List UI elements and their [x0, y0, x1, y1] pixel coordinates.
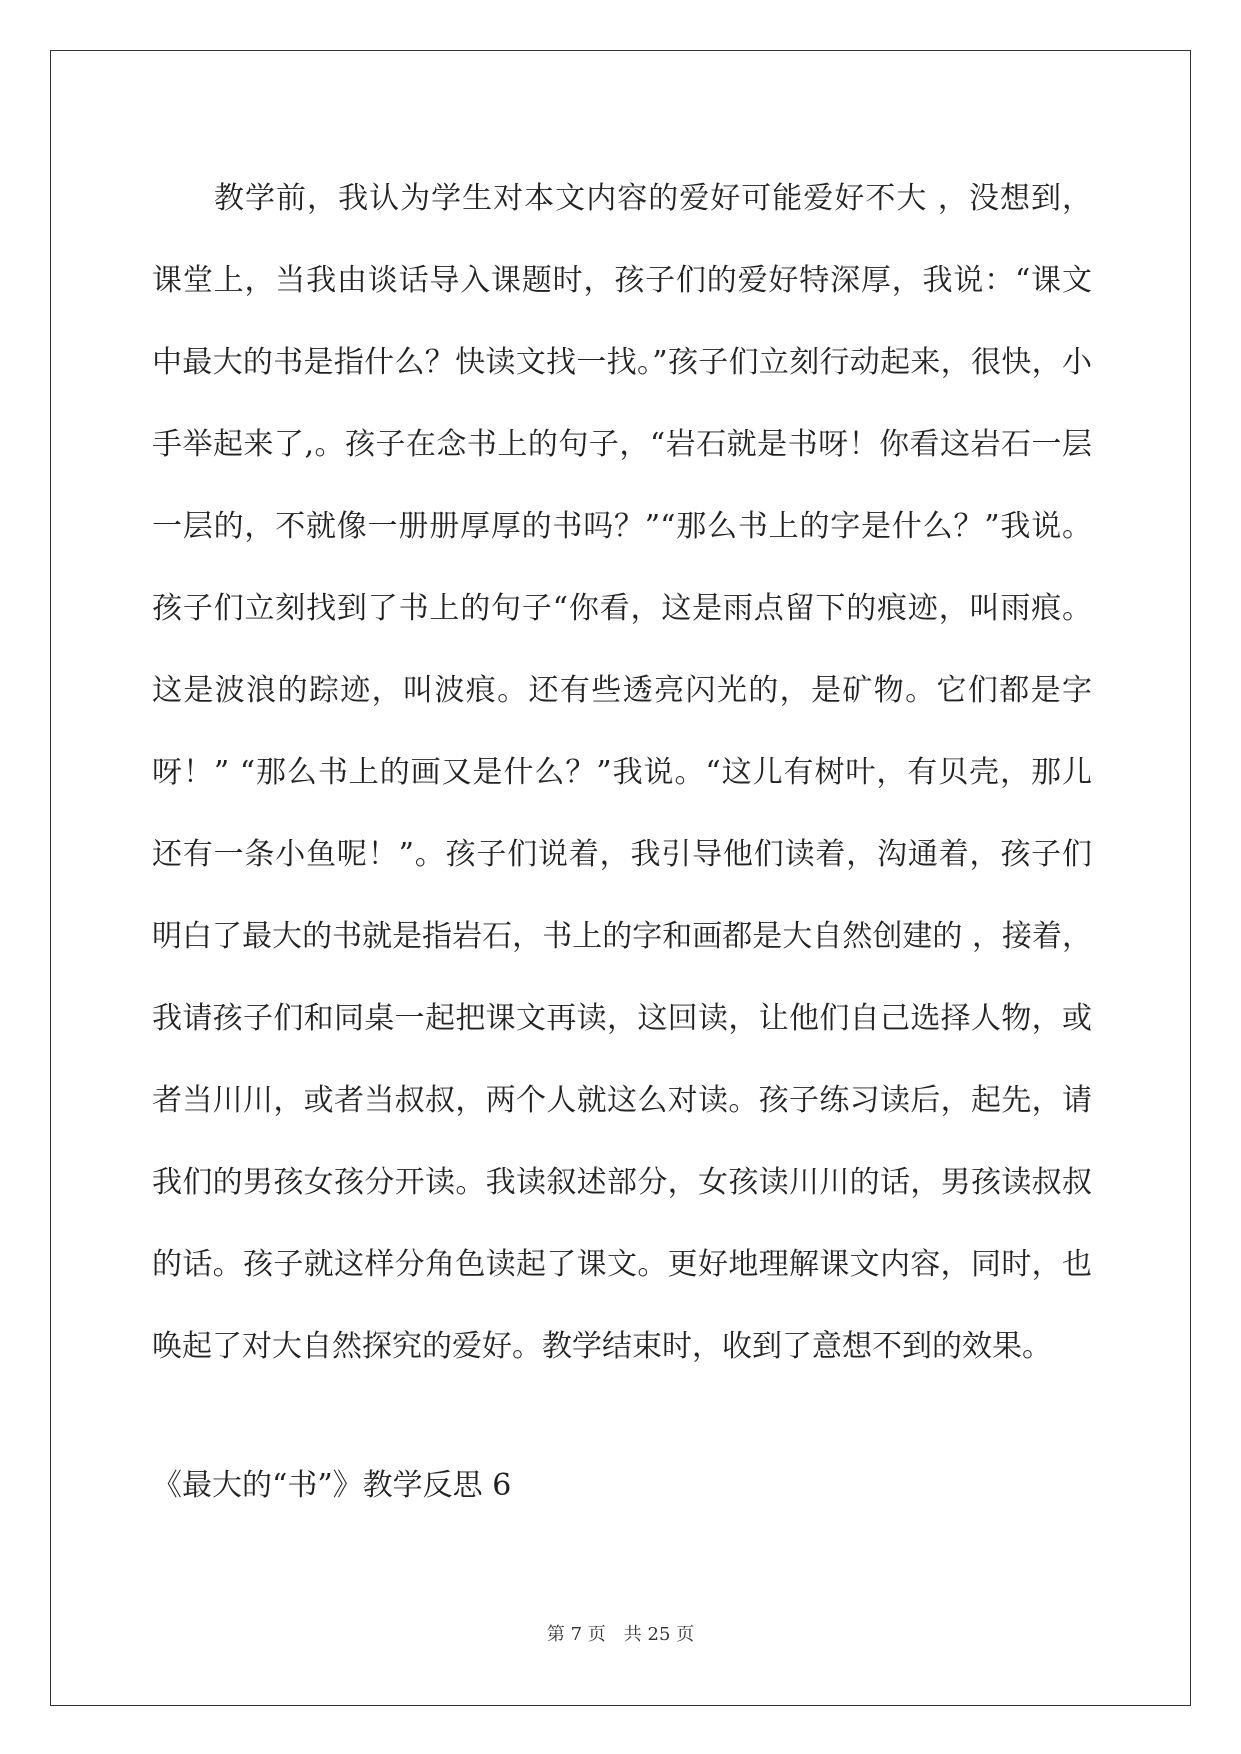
page-footer: 第 7 页 共 25 页 [546, 1624, 695, 1645]
paragraph: 教学前，我认为学生对本文内容的爱好可能爱好不大 ，没想到，课堂上，当我由谈话导入课题时，孩子们的爱好特深厚，我说：“课文中最大的书是指什么？快读文找一找。”孩子们立刻行动起来，很快，小手举起来了,。孩子在念书上的句子，“岩石就是书呀！你看这岩石一层一层的，不就像一册册厚厚的书吗？”“那么书上的字是什么？”我说。孩子们立刻找到了书上的句子“你看，这是雨点留下的痕迹，叫雨痕。这是波浪的踪迹，叫波痕。还有些透亮闪光的，是矿物。它们都是字呀！” “那么书上的画又是什么？”我说。“这儿有树叶，有贝壳，那儿还有一条小鱼呢！”。孩子们说着，我引导他们读着，沟通着，孩子们明白了最大的书就是指岩石，书上的字和画都是大自然创建的 ，接着，我请孩子们和同桌一起把课文再读，这回读，让他们自己选择人物，或者当川川，或者当叔叔，两个人就这么对读。孩子练习读后，起先，请我们的男孩女孩分开读。我读叙述部分，女孩读川川的话，男孩读叔叔的话。孩子就这样分角色读起了课文。更好地理解课文内容，同时，也唤起了对大自然探究的爱好。教学结束时，收到了意想不到的效果。 [152, 181, 1092, 1364]
section-heading: 《最大的“书”》教学反思 6 [152, 1468, 512, 1503]
body-text [152, 158, 1092, 1388]
